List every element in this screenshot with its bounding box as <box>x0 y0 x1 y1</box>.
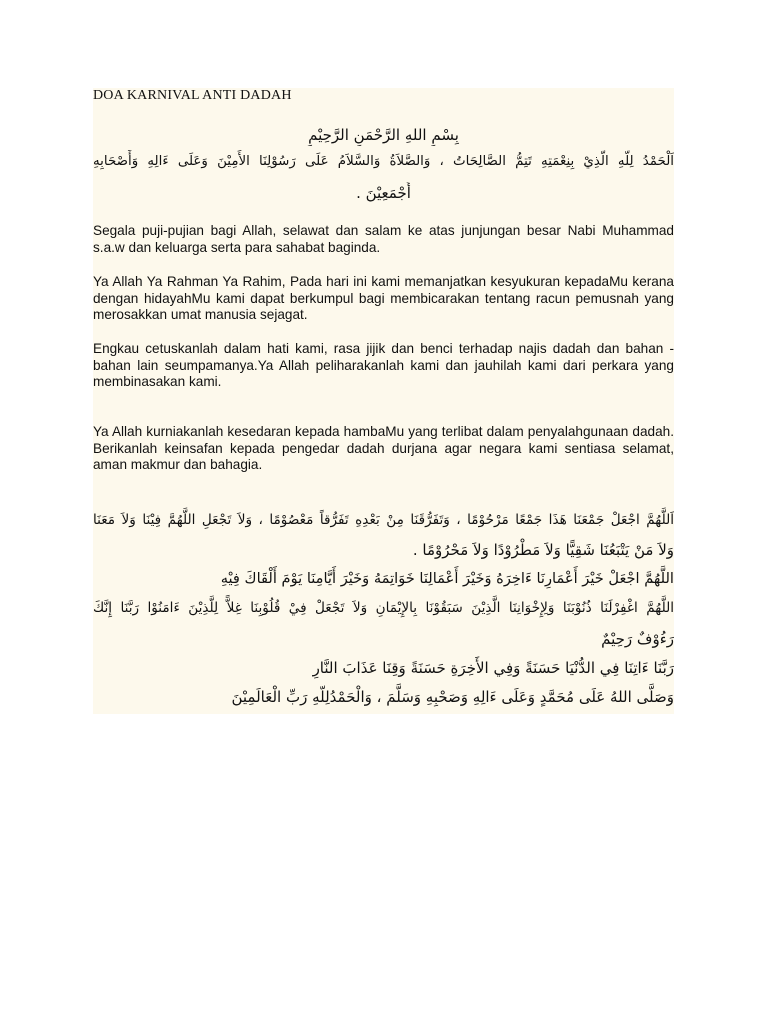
document-page <box>93 88 674 714</box>
arabic-closing-line: اللَّهُمَّ اغْفِرْلَنَا ذُنُوْبَنَا وَلِإِخْوَانِنَا الَّذِيْنَ سَبَقُوْنَا بِالإِيْمَانِ وَلاَ تَجْعَلْ فِيْ قُلُوْبِنَا غِلاًّ لِلَّذِيْنَ ءَامَنُوْا رَبَّنَا إِنَّكَ <box>93 600 674 616</box>
arabic-closing-line: رَبَّنَا ءَاتِنَا فِي الدُّنْيَا حَسَنَةً وَفِي الأَخِرَةِ حَسَنَةً وَقِنَا عَذَابَ النَّارِ <box>312 659 674 677</box>
paragraph-awareness: Ya Allah kurniakanlah kesedaran kepada hambaMu yang terlibat dalam penyalahgunaan dadah. Berikanlah keinsafan kepada pengedar dadah durjana agar negara kami sentiasa selamat, aman makmur dan bahagia. <box>93 424 674 473</box>
arabic-basmalah: بِسْمِ اللهِ الرَّحْمَنِ الرَّحِيْمِ <box>308 126 459 144</box>
arabic-opening-line: اَلْحَمْدُ لِلّهِ الّذِيْ بِنِعْمَتِهِ تَتِمُّ الصَّالِحَاتُ ، وَالصَّلاَةُ وَالسَّلاَمُ عَلَى رَسُوْلِنَا الأَمِيْنَ وَعَلَى ءَالِهِ وَأَصْحَابِهِ <box>93 154 674 169</box>
arabic-closing-line: وَصَلَّى اللهُ عَلَى مُحَمَّدٍ وَعَلَى ءَالِهِ وَصَحْبِهِ وَسَلَّمَ ، وَالْحَمْدُلِلّهِ رَبِّ الْعَالَمِيْنَ <box>231 688 674 706</box>
paragraph-protection: Engkau cetuskanlah dalam hati kami, rasa jijik dan benci terhadap najis dadah dan bahan - bahan lain seumpamanya.Ya Allah peliharakanlah kami dan jauhilah kami dari perkara yang membinasakan kami. <box>93 341 674 390</box>
arabic-closing-line: اللَّهُمَّ اجْعَلْ خَيْرَ أَعْمَارِنَا ءَاخِرَهُ وَخَيْرَ أَعْمَالِنَا خَوَاتِمَهُ وَخَيْرَ أَيَّامِنَا يَوْمَ أَلْقَاكَ فِيْهِ <box>220 570 674 587</box>
arabic-opening-line: أَجْمَعِيْنَ . <box>356 184 411 202</box>
arabic-closing-line: وَلاَ مَنْ يَتْبَعُنَا شَقِيًّا وَلاَ مَطْرُوْدًا وَلاَ مَحْرُوْمًا . <box>412 541 674 559</box>
arabic-closing-line: اَللَّهُمَّ اجْعَلْ جَمْعَنَا هَذَا جَمْعًا مَرْحُوْمًا ، وَتَفَرُّقَنَا مِنْ بَعْدِهِ تَفَرُّقاً مَعْصُوْمًا ، وَلاَ تَجْعَلِ اللَّهُمَّ فِيْنَا وَلاَ مَعَنَا <box>93 512 674 528</box>
document-title: DOA KARNIVAL ANTI DADAH <box>93 88 292 103</box>
arabic-closing-line: رَءُوْفٌ رَحِيْمٌ <box>601 630 674 648</box>
paragraph-gratitude: Ya Allah Ya Rahman Ya Rahim, Pada hari ini kami memanjatkan kesyukuran kepadaMu kerana dengan hidayahMu kami dapat berkumpul bagi membicarakan tentang racun pemusnah yang merosakkan umat manusia sejagat. <box>93 274 674 323</box>
paragraph-salutation: Segala puji-pujian bagi Allah, selawat dan salam ke atas junjungan besar Nabi Muhammad s.a.w dan keluarga serta para sahabat baginda. <box>93 223 674 255</box>
